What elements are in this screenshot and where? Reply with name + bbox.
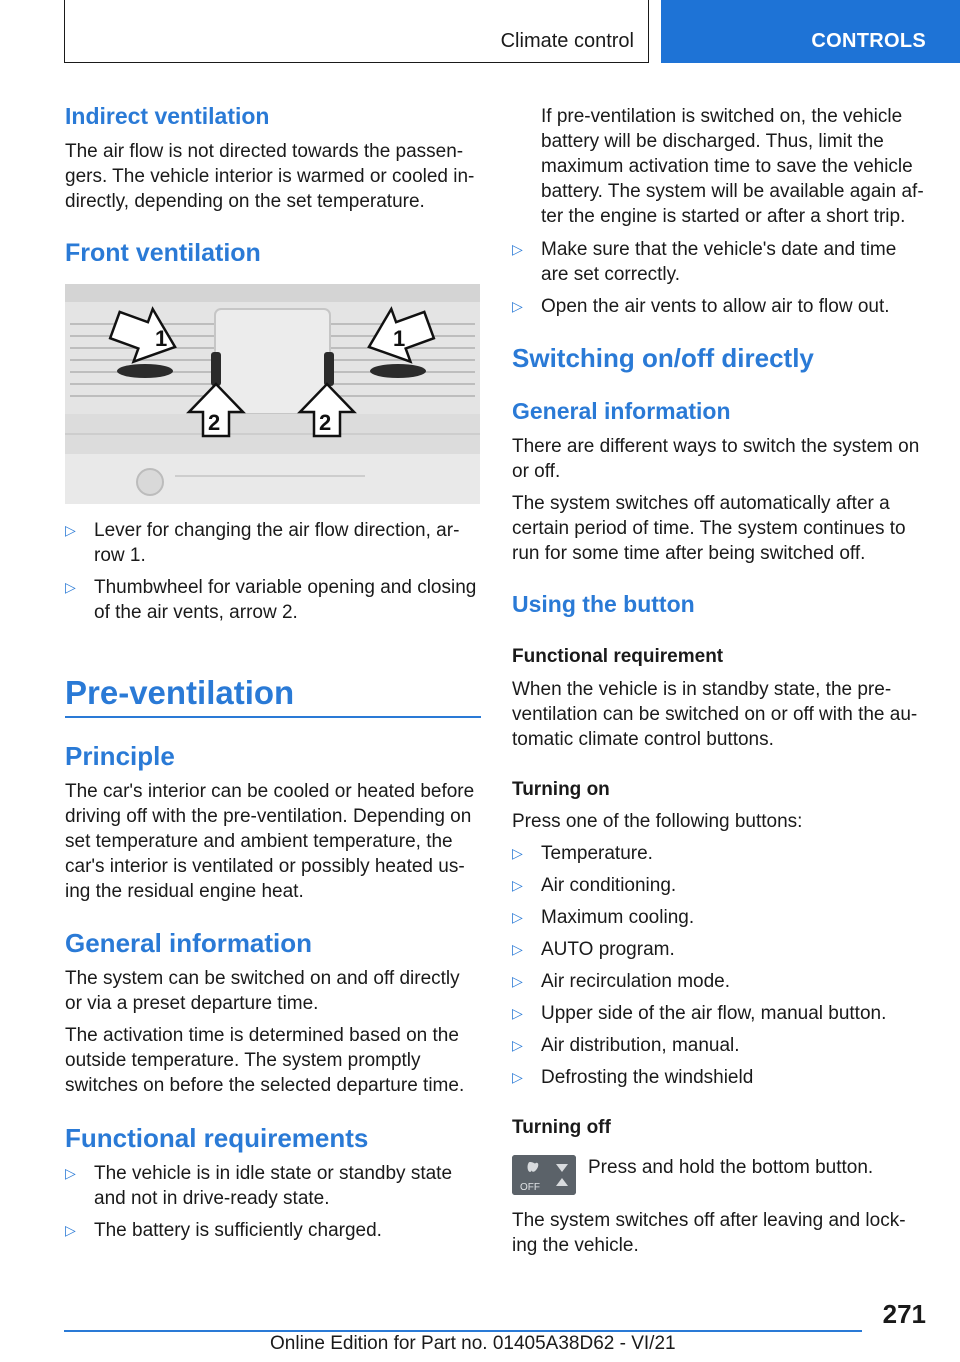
heading-functional-requirements: Functional requirements — [65, 1123, 369, 1153]
list-item: ▷ The battery is sufficiently charged. — [65, 1220, 382, 1241]
turning-off-text: Press and hold the bottom button. — [588, 1157, 874, 1178]
list-item: ▷ Air distribution, manual. — [512, 1035, 740, 1056]
fan-off-icon — [512, 1155, 576, 1195]
heading-general-information-left: General information — [65, 928, 313, 958]
triangle-right-icon: ▷ — [65, 579, 76, 595]
header-box — [64, 0, 649, 63]
general-info-text-2: The activation time is determined based on the outside temperature. The system promptly switches on before the selected departure time. — [65, 1025, 465, 1096]
triangle-right-icon: ▷ — [512, 1069, 523, 1085]
switching-general-text-1: There are different ways to switch the system on or off. — [512, 436, 920, 482]
svg-text:OFF: OFF — [520, 1182, 540, 1193]
heading-turning-on: Turning on — [512, 779, 610, 800]
triangle-right-icon: ▷ — [512, 241, 523, 257]
triangle-right-icon: ▷ — [512, 298, 523, 314]
turning-on-list — [512, 841, 928, 1097]
triangle-right-icon: ▷ — [65, 1165, 76, 1181]
triangle-right-icon: ▷ — [512, 973, 523, 989]
figure-legend-list — [65, 518, 481, 632]
list-item: ▷ Defrosting the windshield — [512, 1067, 754, 1088]
chapter-tab-label: CONTROLS — [811, 30, 926, 52]
triangle-right-icon: ▷ — [512, 909, 523, 925]
section-title: Climate control — [500, 30, 634, 52]
chapter-tab — [661, 0, 960, 63]
list-item: ▷ Upper side of the air flow, manual button. — [512, 1003, 887, 1024]
turning-on-text: Press one of the following buttons: — [512, 811, 803, 832]
final-text: The system switches off after leaving and lock- ing the vehicle. — [512, 1210, 906, 1256]
list-item: ▷ Lever for changing the air flow direction, ar- row 1. — [65, 520, 460, 566]
page-number: 271 — [882, 1299, 926, 1329]
heading-principle: Principle — [65, 741, 175, 771]
dashboard-vents-image — [65, 284, 480, 504]
general-info-text-1: The system can be switched on and off directly or via a preset departure time. — [65, 968, 460, 1014]
list-item: ▷ Temperature. — [512, 843, 653, 864]
list-item: ▷ Air conditioning. — [512, 875, 677, 896]
heading-functional-requirement: Functional requirement — [512, 646, 724, 667]
footer-rule — [64, 1330, 862, 1332]
heading-indirect-ventilation: Indirect ventilation — [65, 103, 270, 129]
triangle-right-icon: ▷ — [512, 1005, 523, 1021]
vent-figure — [65, 284, 480, 504]
list-item: ▷ The vehicle is in idle state or standby state and not in drive-ready state. — [65, 1163, 453, 1209]
list-item: ▷ Make sure that the vehicle's date and time are set correctly. — [512, 239, 897, 285]
heading-turning-off: Turning off — [512, 1117, 611, 1138]
list-item: ▷ Air recirculation mode. — [512, 971, 731, 992]
triangle-right-icon: ▷ — [512, 941, 523, 957]
heading-switching-on-off-directly: Switching on/off directly — [512, 343, 814, 373]
functional-requirements-list — [65, 1161, 481, 1250]
triangle-right-icon: ▷ — [512, 1037, 523, 1053]
heading-using-the-button: Using the button — [512, 591, 695, 617]
continued-list — [512, 237, 928, 326]
indirect-ventilation-text: The air flow is not directed towards the passen- gers. The vehicle interior is warmed or cooled in- directly, depending on the set temperature. — [65, 141, 475, 212]
list-item: ▷ Open the air vents to allow air to flow out. — [512, 296, 890, 317]
heading-pre-ventilation: Pre-ventilation — [65, 674, 295, 711]
functional-requirement-text: When the vehicle is in standby state, the pre- ventilation can be switched on or off with the au- tomatic climate control buttons. — [512, 679, 918, 750]
switching-general-text-2: The system switches off automatically after a certain period of time. The system continues to run for some time after being switched off. — [512, 493, 906, 564]
list-item: ▷ AUTO program. — [512, 939, 675, 960]
triangle-right-icon: ▷ — [65, 522, 76, 538]
principle-text: The car's interior can be cooled or heated before driving off with the pre-ventilation. Depending on set temperature and ambient temperature, the car's interior is ventilated or possibly heated us- ing the residual engine heat. — [65, 781, 475, 902]
heading-front-ventilation: Front ventilation — [65, 239, 261, 267]
figure-label-2-left: 2 — [208, 410, 221, 435]
triangle-right-icon: ▷ — [512, 845, 523, 861]
heading-general-information-right: General information — [512, 398, 731, 424]
figure-label-2-right: 2 — [319, 410, 332, 435]
turning-off-row — [512, 1155, 928, 1197]
triangle-right-icon: ▷ — [512, 877, 523, 893]
figure-label-1-left: 1 — [155, 326, 168, 351]
list-item: ▷ Thumbwheel for variable opening and closing of the air vents, arrow 2. — [65, 577, 477, 623]
list-item: ▷ Maximum cooling. — [512, 907, 695, 928]
pre-ventilation-continued-text: If pre-ventilation is switched on, the vehicle battery will be discharged. Thus, limit the maximum activation time to save the vehicle battery. The system will be available again af- ter the engine is started or after a short trip. — [541, 106, 924, 227]
figure-label-1-right: 1 — [393, 326, 406, 351]
triangle-right-icon: ▷ — [65, 1222, 76, 1238]
footer-edition: Online Edition for Part no. 01405A38D62 - VI/21 — [270, 1333, 676, 1354]
section-rule — [65, 716, 481, 718]
